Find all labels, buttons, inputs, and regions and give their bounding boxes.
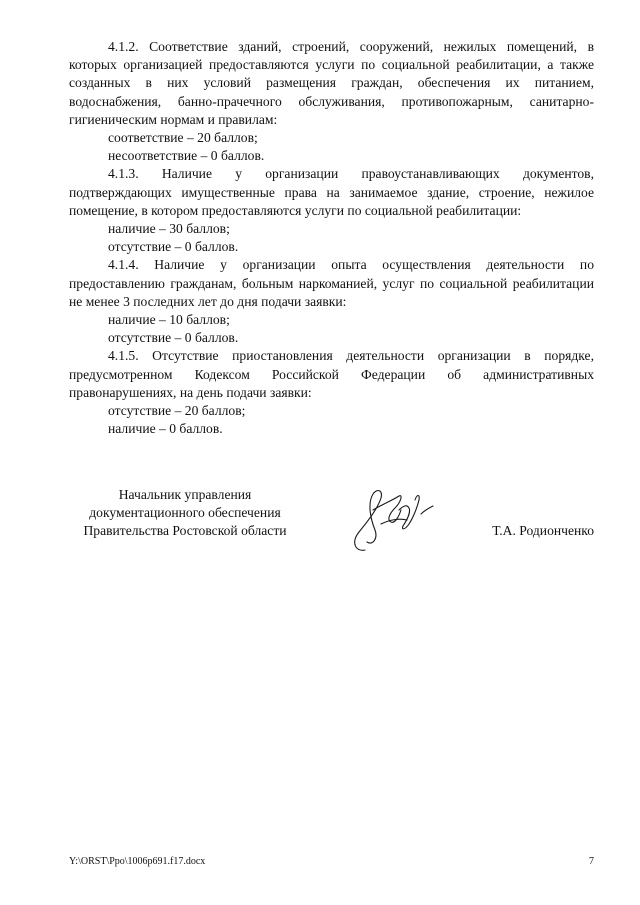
signatory-position-line-1: Начальник управления	[118, 487, 252, 502]
footer-file-path: Y:\ORST\Ppo\1006p691.f17.docx	[69, 856, 206, 867]
page-number: 7	[589, 856, 594, 867]
criterion-4-1-5-option-1: отсутствие – 20 баллов;	[108, 403, 246, 419]
criterion-4-1-2-option-1: соответствие – 20 баллов;	[108, 130, 258, 146]
criterion-4-1-3-option-1: наличие – 30 баллов;	[108, 221, 230, 237]
criterion-4-1-2-text: 4.1.2. Соответствие зданий, строений, сооружений, нежилых помещений, в которых организацией предоставляются услуги по социальной реабилитации, а также созданных в них условий размещения граждан, обеспечения их питанием, водоснабжения, банно-прачечного обслуживания, противопожарным, санитарно-гигиеническим нормам и правилам:	[69, 39, 594, 127]
criterion-4-1-5-text: 4.1.5. Отсутствие приостановления деятельности организации в порядке, предусмотренном Кодексом Российской Федерации об административных правонарушениях, на день подачи заявки:	[69, 348, 594, 400]
handwritten-signature-icon	[337, 480, 447, 560]
criterion-4-1-4-option-1: наличие – 10 баллов;	[108, 312, 230, 328]
signatory-position-line-3: Правительства Ростовской области	[83, 523, 287, 539]
criterion-4-1-4-option-2: отсутствие – 0 баллов.	[108, 330, 239, 346]
criterion-4-1-4-text: 4.1.4. Наличие у организации опыта осуществления деятельности по предоставлению гражданам, больным наркоманией, услуг по социальной реабилитации не менее 3 последних лет до дня подачи заявки:	[69, 257, 594, 309]
signatory-position	[69, 486, 301, 541]
criterion-4-1-2-option-2: несоответствие – 0 баллов.	[108, 148, 265, 164]
signature-block	[69, 486, 594, 566]
criteria-list	[69, 38, 594, 438]
criterion-4-1-5-option-2: наличие – 0 баллов.	[108, 421, 223, 437]
criterion-4-1-3-option-2: отсутствие – 0 баллов.	[108, 239, 239, 255]
signatory-name: Т.А. Родионченко	[492, 523, 594, 538]
criterion-4-1-3-text: 4.1.3. Наличие у организации правоустанавливающих документов, подтверждающих имущественные права на занимаемое здание, строение, нежилое помещение, в котором предоставляются услуги по социальной реабилитации:	[69, 166, 594, 218]
signatory-position-line-2: документационного обеспечения	[89, 505, 281, 521]
